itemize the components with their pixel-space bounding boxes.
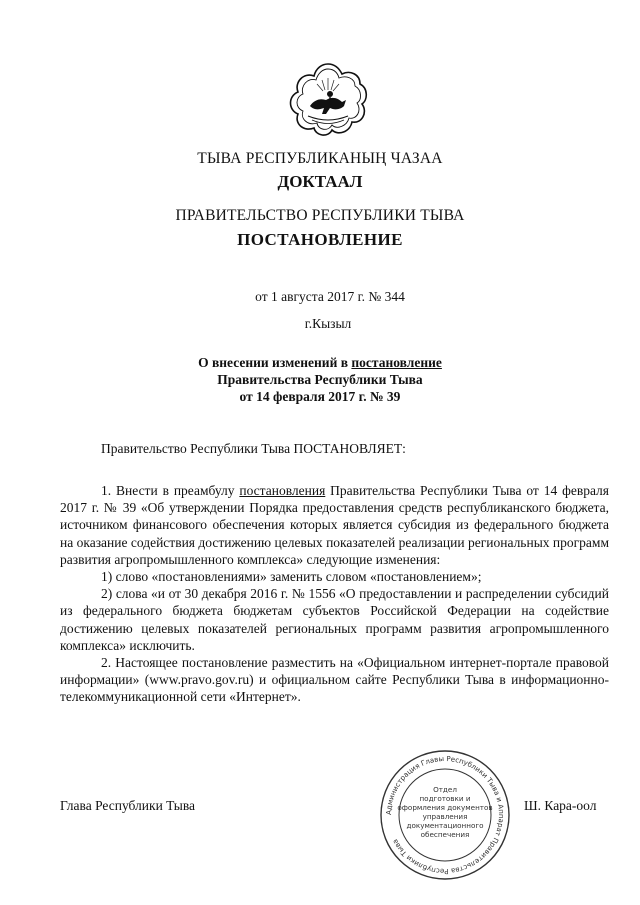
header-tyva-line: ТЫВА РЕСПУБЛИКАНЫҢ ЧАЗАА xyxy=(197,150,443,167)
svg-text:документационного: документационного xyxy=(406,821,484,830)
paragraph-1-item-2: 2) слова «и от 30 декабря 2016 г. № 1556 «О предоставлении и распределении субсидий из федерального бюджета бюджетам субъектов Российской Федерации на содействие достижению целевых показателей региональных программ развития агропромышленного комплекса» исключить. xyxy=(60,586,609,653)
svg-text:оформления документов: оформления документов xyxy=(397,803,493,812)
subject-line-2: Правительства Республики Тыва xyxy=(217,372,423,387)
paragraph-1-rest: Правительства Республики Тыва от 14 февраля 2017 г. № 39 «Об утверждении Порядка предоставления средств республиканского бюджета, источником финансового обеспечения которых является субсидия из федерального бюджета на оказание содействия достижению целевых показателей реализации региональных программ развития агропромышленного комплекса» следующие изменения: xyxy=(60,483,609,567)
svg-text:Отдел: Отдел xyxy=(433,785,457,794)
signature-position: Глава Республики Тыва xyxy=(60,798,196,813)
document-city: г.Кызыл xyxy=(304,316,352,331)
svg-text:обеспечения: обеспечения xyxy=(420,830,470,839)
paragraph-1-postanovleniya-link[interactable]: постановления xyxy=(239,483,326,498)
document-date-number: от 1 августа 2017 г. № 344 xyxy=(255,289,405,304)
subject-line-3: от 14 февраля 2017 г. № 39 xyxy=(239,389,401,404)
paragraph-1-item-1: 1) слово «постановлениями» заменить словом «постановлением»; xyxy=(101,569,482,585)
svg-text:подготовки и: подготовки и xyxy=(419,794,471,803)
paragraph-1-prefix: 1. Внести в преамбулу xyxy=(101,483,240,498)
paragraph-2: 2. Настоящее постановление разместить на «Официальном интернет-портале правовой информации» (www.pravo.gov.ru) и официальном сайте Республики Тыва в информационно-телекоммуникационной сети «Интернет». xyxy=(60,655,609,705)
official-stamp-icon xyxy=(378,748,512,882)
svg-text:Администрация Главы Республики: Администрация Главы Республики Тыва и Аппарат Правительства Республики Тыва xyxy=(384,754,506,876)
subject-postanovlenie-link[interactable]: постановление xyxy=(351,355,442,370)
header-postanovlenie: ПОСТАНОВЛЕНИЕ xyxy=(237,230,403,249)
header-government-line: ПРАВИТЕЛЬСТВО РЕСПУБЛИКИ ТЫВА xyxy=(175,207,465,224)
signature-name: Ш. Кара-оол xyxy=(524,798,597,813)
document-subject xyxy=(0,354,640,405)
tyva-coat-of-arms-icon xyxy=(286,60,370,140)
subject-line-1-prefix: О внесении изменений в xyxy=(198,355,352,370)
document-body xyxy=(60,482,609,706)
subject-line-1 xyxy=(0,354,640,371)
svg-text:управления: управления xyxy=(422,812,468,821)
header-doktaal: ДОКТААЛ xyxy=(277,172,363,191)
preamble: Правительство Республики Тыва ПОСТАНОВЛЯЕТ: xyxy=(101,441,406,456)
paragraph-1 xyxy=(60,482,609,568)
